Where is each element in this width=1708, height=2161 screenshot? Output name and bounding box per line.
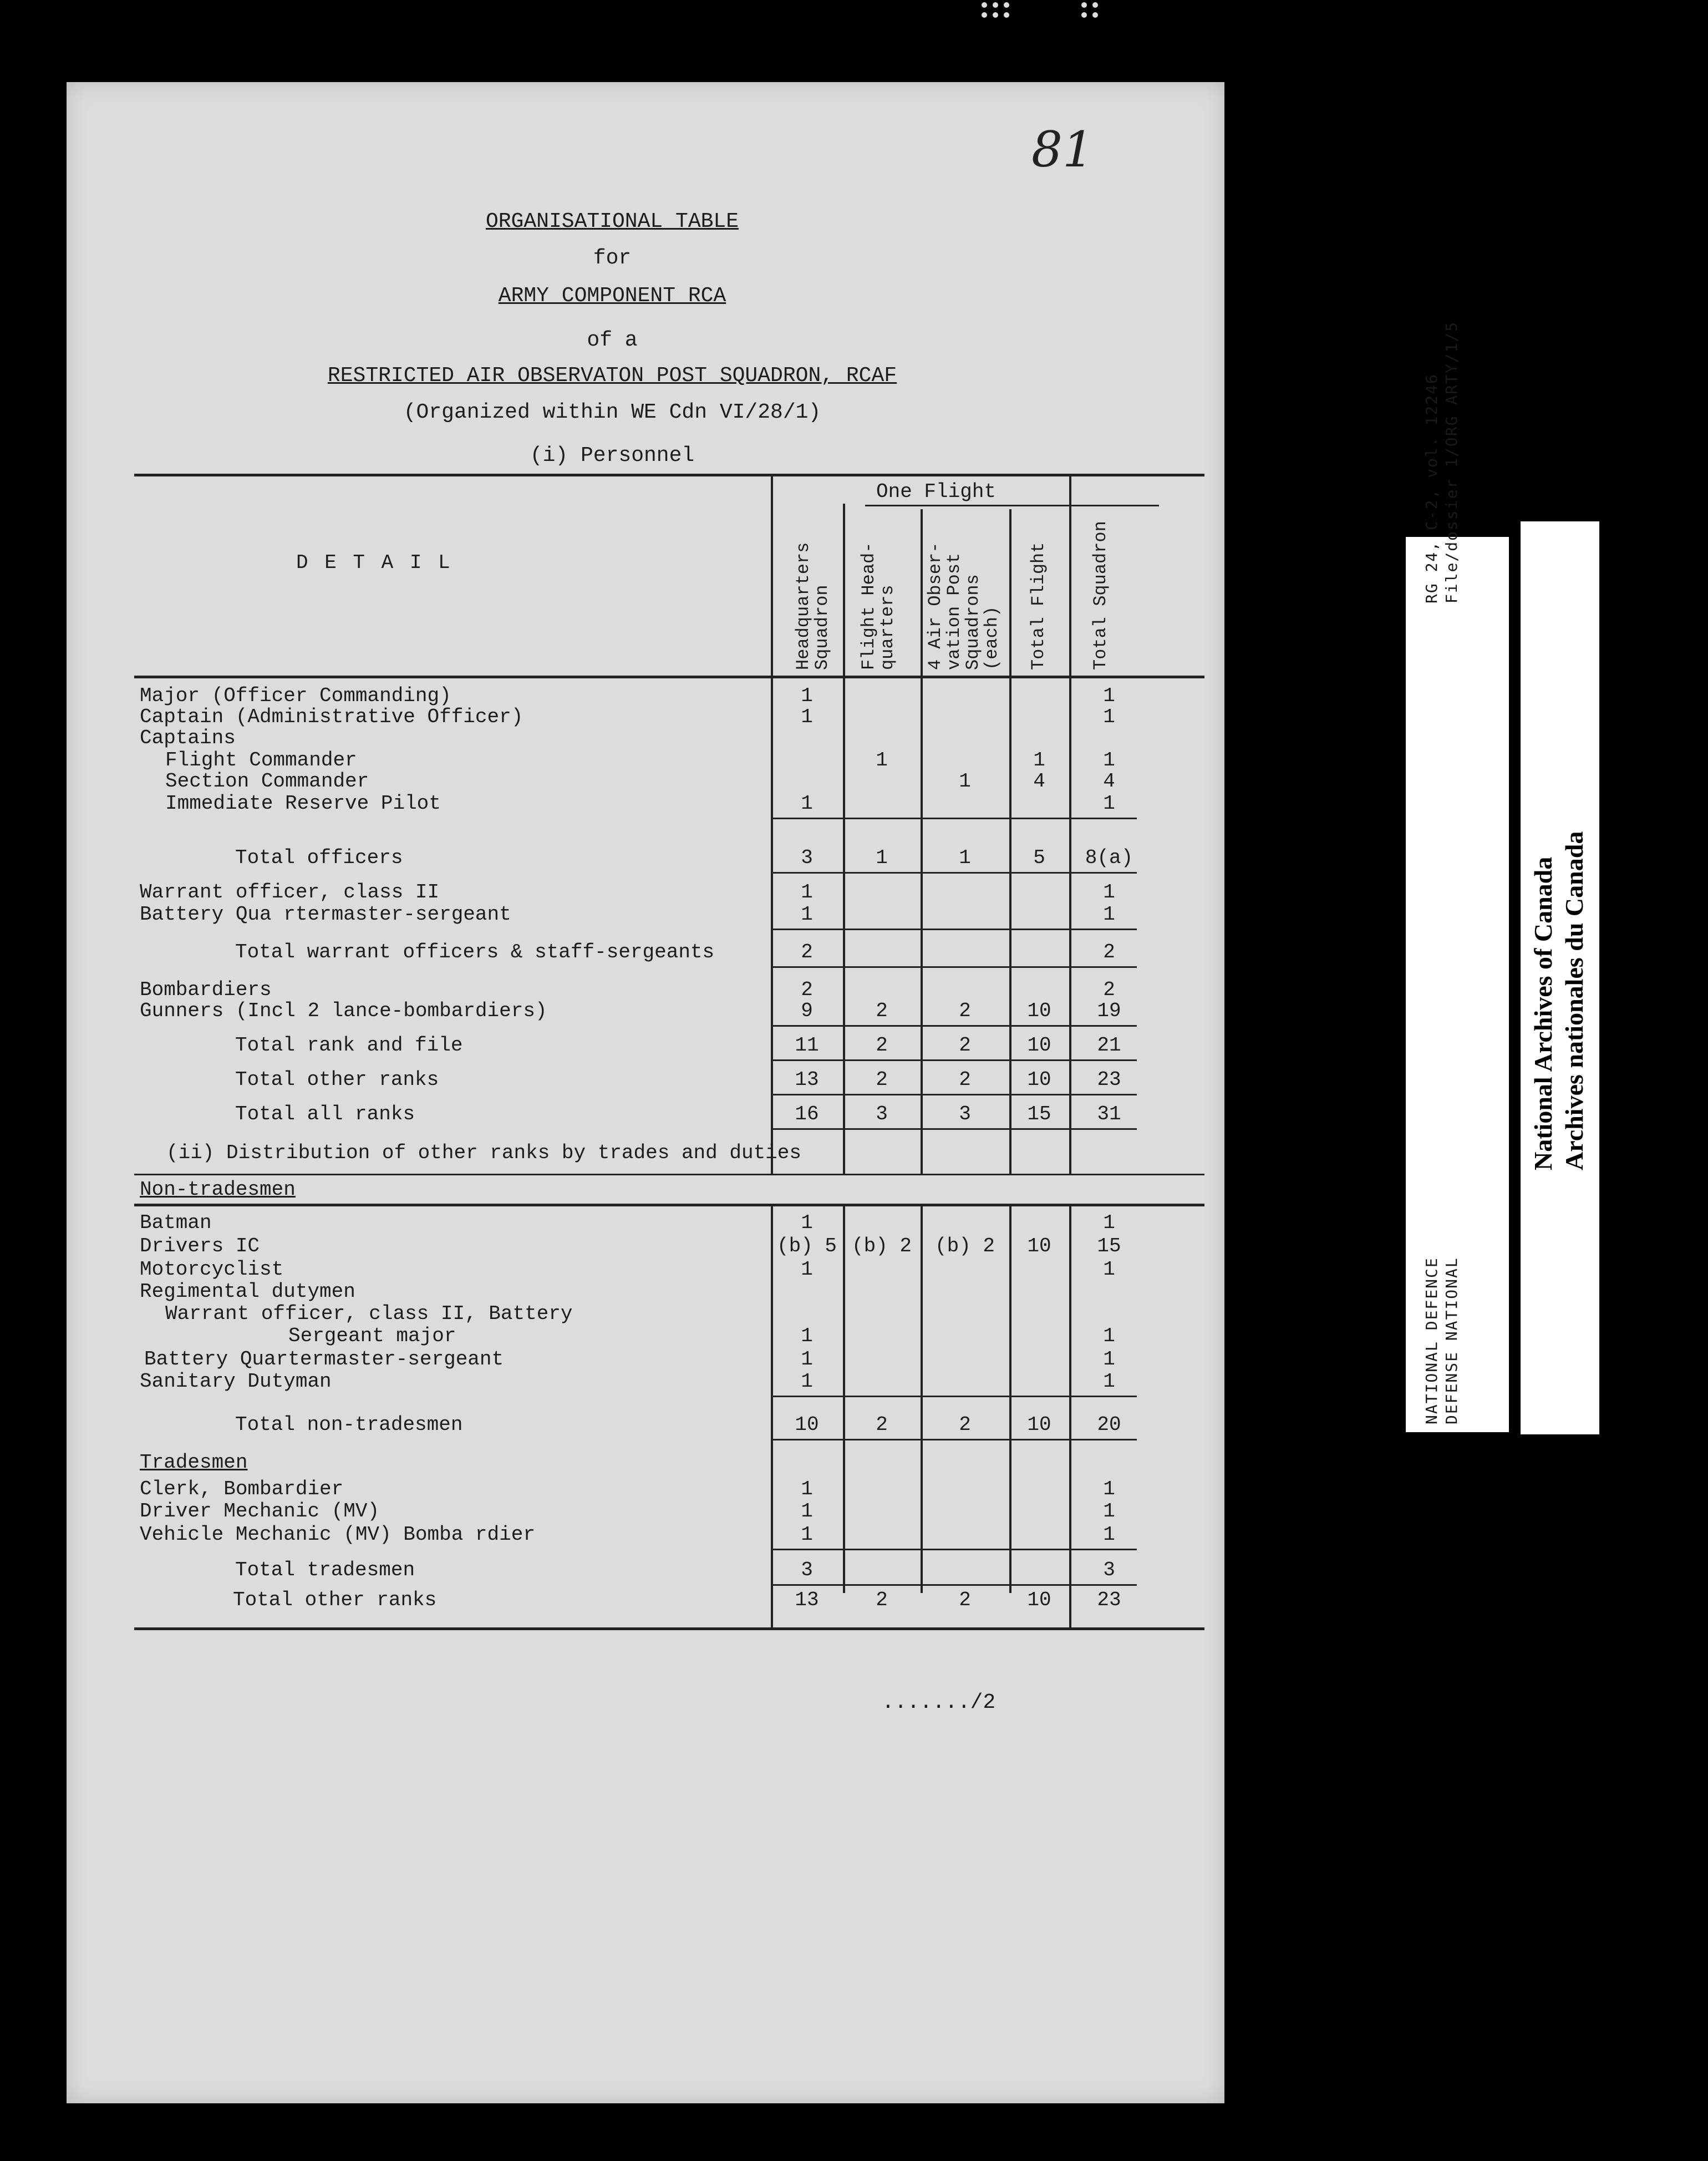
table-cell: 1 (1103, 903, 1115, 926)
table-cell: (b) 2 (851, 1235, 912, 1257)
col-divider-2 (843, 504, 845, 1174)
section-rule (134, 1174, 1204, 1175)
archives-label-slip (1521, 521, 1599, 1434)
table-cell: 15 (1027, 1103, 1051, 1125)
row-label: Clerk, Bombardier (140, 1478, 344, 1500)
table-cell: 1 (801, 684, 813, 707)
row-label: Immediate Reserve Pilot (165, 792, 441, 815)
subtotal-rule (771, 818, 1137, 819)
table-cell: 1 (801, 1211, 813, 1234)
table-cell: 1 (801, 706, 813, 728)
table-top-rule (134, 474, 1204, 476)
col-divider-4b (1009, 1205, 1011, 1593)
col-header-total-flight: Total Flight (1028, 542, 1049, 670)
continuation-marker: ......./2 (882, 1691, 996, 1714)
row-label: Sanitary Dutyman (140, 1370, 332, 1393)
table-cell: 4 (1103, 770, 1115, 793)
department-name-fr: DEFENSE NATIONAL (1442, 1257, 1461, 1424)
row-label: Driver Mechanic (MV) (140, 1500, 380, 1523)
subtotal-rule (771, 1128, 1137, 1130)
table-cell: 1 (801, 792, 813, 815)
table-cell: 1 (801, 1370, 813, 1393)
title-line2: for (593, 246, 632, 270)
row-label: Warrant officer, class II, Battery (165, 1302, 573, 1325)
row-label: (ii) Distribution of other ranks by trades and duties (166, 1142, 801, 1164)
table-cell: 1 (801, 1523, 813, 1546)
table-cell: 1 (1103, 1478, 1115, 1500)
table-header-rule (134, 676, 1204, 678)
table-cell: 5 (1033, 846, 1045, 869)
title-line1: ORGANISATIONAL TABLE (485, 210, 739, 234)
document-page (67, 82, 1224, 2103)
table-cell: 13 (795, 1068, 819, 1091)
row-label: Total other ranks (233, 1589, 437, 1611)
subtotal-rule (771, 1549, 1137, 1550)
table-cell: 3 (959, 1103, 971, 1125)
table-cell: 2 (959, 1034, 971, 1057)
row-label: Flight Commander (165, 749, 357, 772)
subtotal-rule (771, 1094, 1137, 1095)
table-cell: 2 (959, 1413, 971, 1436)
row-label: Motorcyclist (140, 1258, 284, 1281)
archives-name-en: National Archives of Canada (1529, 856, 1557, 1170)
table-cell: 2 (801, 978, 813, 1001)
row-label: Total warrant officers & staff-sergeants (235, 941, 715, 963)
row-label: Total other ranks (235, 1068, 439, 1091)
subtotal-rule (771, 1584, 1137, 1586)
title-line5: RESTRICTED AIR OBSERVATON POST SQUADRON, RCAF (327, 364, 897, 388)
title-line3: ARMY COMPONENT RCA (498, 284, 726, 308)
table-cell: 31 (1097, 1103, 1121, 1125)
table-cell: 1 (876, 749, 888, 772)
table-cell: 2 (801, 941, 813, 963)
table-cell: 1 (876, 846, 888, 869)
row-label: Total tradesmen (235, 1559, 415, 1581)
table-cell: 1 (1103, 881, 1115, 904)
row-label: Total non-tradesmen (235, 1413, 463, 1436)
row-label: Bombardiers (140, 978, 272, 1001)
subtotal-rule (771, 1396, 1137, 1397)
col-divider-3 (921, 509, 923, 1174)
subtotal-rule (771, 966, 1137, 968)
archive-reference-line2: File/dossier 1/ORG ARTY/1/5 (1442, 321, 1461, 603)
table-cell: 2 (959, 1589, 971, 1611)
row-label: Battery Quartermaster-sergeant (144, 1348, 504, 1371)
table-cell: 21 (1097, 1034, 1121, 1057)
table-cell: 19 (1097, 1000, 1121, 1022)
table-cell: 4 (1033, 770, 1045, 793)
col-divider-3b (921, 1205, 923, 1593)
table-cell: 1 (1103, 749, 1115, 772)
table-cell: 2 (876, 1034, 888, 1057)
scan-artifact-dots (970, 0, 1109, 22)
table-cell: 10 (1027, 1589, 1051, 1611)
table-cell: 10 (1027, 1235, 1051, 1257)
col-header-hq-squadron: Headquarters Squadron (793, 542, 832, 670)
subtotal-rule (771, 872, 1137, 874)
detail-column-header: D E T A I L (296, 551, 453, 574)
table-cell: 1 (1033, 749, 1045, 772)
row-label: Battery Qua rtermaster-sergeant (140, 903, 511, 926)
row-label: Batman (140, 1211, 212, 1234)
row-label: Non-tradesmen (140, 1178, 296, 1201)
title-line4: of a (587, 328, 638, 352)
table-cell: 2 (876, 1000, 888, 1022)
table-cell: 10 (1027, 1413, 1051, 1436)
subtotal-rule (771, 929, 1137, 930)
row-label: Section Commander (165, 770, 369, 793)
department-name-en: NATIONAL DEFENCE (1422, 1257, 1441, 1424)
table-cell: 23 (1097, 1589, 1121, 1611)
table-cell: 23 (1097, 1068, 1121, 1091)
col-header-total-squadron: Total Squadron (1090, 521, 1111, 670)
group-rule (865, 505, 1159, 506)
col-divider-1 (771, 475, 773, 1174)
archive-reference-line1: RG 24, C-2, vol. 12246 (1422, 373, 1441, 603)
table-cell: 2 (959, 1068, 971, 1091)
section-personnel: (i) Personnel (530, 444, 695, 468)
table-cell: 15 (1097, 1235, 1121, 1257)
archives-name-fr: Archives nationales du Canada (1560, 831, 1588, 1170)
row-label: Captain (Administrative Officer) (140, 706, 523, 728)
row-label: Vehicle Mechanic (MV) Bomba rdier (140, 1523, 535, 1546)
nontradesmen-rule (134, 1204, 1204, 1206)
table-cell: 10 (1027, 1068, 1051, 1091)
row-label: Major (Officer Commanding) (140, 684, 451, 707)
table-cell: 1 (801, 1258, 813, 1281)
table-cell: 13 (795, 1589, 819, 1611)
table-cell: 2 (876, 1068, 888, 1091)
table-cell: 3 (876, 1103, 888, 1125)
table-cell: 10 (1027, 1000, 1051, 1022)
col-header-flight-hq: Flight Head- quarters (858, 542, 898, 670)
one-flight-group-header: One Flight (876, 480, 997, 503)
table-cell: 1 (1103, 1523, 1115, 1546)
col-header-air-obs-post: 4 Air Obser- vation Post Squadrons (each) (925, 542, 1002, 670)
table-cell: 1 (1103, 1348, 1115, 1371)
table-cell: 2 (1103, 941, 1115, 963)
table-cell: 10 (1027, 1034, 1051, 1057)
row-label: Gunners (Incl 2 lance-bombardiers) (140, 1000, 547, 1022)
table-cell: 3 (1103, 1559, 1115, 1581)
row-label: Regimental dutymen (140, 1280, 355, 1303)
col-divider-2b (843, 1205, 845, 1593)
subtotal-rule (771, 1059, 1137, 1061)
row-label: Tradesmen (140, 1451, 248, 1474)
archive-reference-slip (1406, 321, 1509, 1432)
table-cell: 20 (1097, 1413, 1121, 1436)
table-cell: 9 (801, 1000, 813, 1022)
table-cell: 2 (876, 1413, 888, 1436)
table-cell: 1 (801, 881, 813, 904)
table-cell: 1 (801, 1500, 813, 1523)
table-cell: 1 (801, 1478, 813, 1500)
col-divider-1b (771, 1205, 773, 1627)
row-label: Drivers IC (140, 1235, 260, 1257)
row-label: Total officers (235, 846, 403, 869)
table-cell: 1 (1103, 684, 1115, 707)
table-cell: 1 (801, 1325, 813, 1347)
row-label: Captains (140, 727, 236, 749)
table-cell: 1 (1103, 792, 1115, 815)
subtotal-rule (771, 1439, 1137, 1440)
table-cell: 3 (801, 1559, 813, 1581)
table-cell: 8(a) (1085, 846, 1133, 869)
table-cell: 1 (1103, 1211, 1115, 1234)
table-cell: (b) 5 (776, 1235, 837, 1257)
table-cell: 2 (959, 1000, 971, 1022)
table-cell: 1 (1103, 1258, 1115, 1281)
table-bottom-rule (134, 1627, 1204, 1630)
table-cell: 10 (795, 1413, 819, 1436)
table-cell: 1 (1103, 1370, 1115, 1393)
table-cell: 1 (1103, 1325, 1115, 1347)
table-cell: 1 (1103, 1500, 1115, 1523)
table-cell: 16 (795, 1103, 819, 1125)
table-cell: 11 (795, 1034, 819, 1057)
table-cell: 1 (801, 1348, 813, 1371)
subtotal-rule (771, 1025, 1137, 1027)
table-cell: (b) 2 (934, 1235, 995, 1257)
table-cell: 1 (959, 770, 971, 793)
row-label: Total all ranks (235, 1103, 415, 1125)
row-label: Warrant officer, class II (140, 881, 440, 904)
title-line6: (Organized within WE Cdn VI/28/1) (403, 400, 821, 424)
table-cell: 3 (801, 846, 813, 869)
page-number: 81 (1031, 121, 1094, 178)
table-cell: 2 (1103, 978, 1115, 1001)
table-cell: 2 (876, 1589, 888, 1611)
table-cell: 1 (1103, 706, 1115, 728)
table-cell: 1 (959, 846, 971, 869)
table-cell: 1 (801, 903, 813, 926)
row-label: Total rank and file (235, 1034, 463, 1057)
row-label: Sergeant major (288, 1325, 456, 1347)
